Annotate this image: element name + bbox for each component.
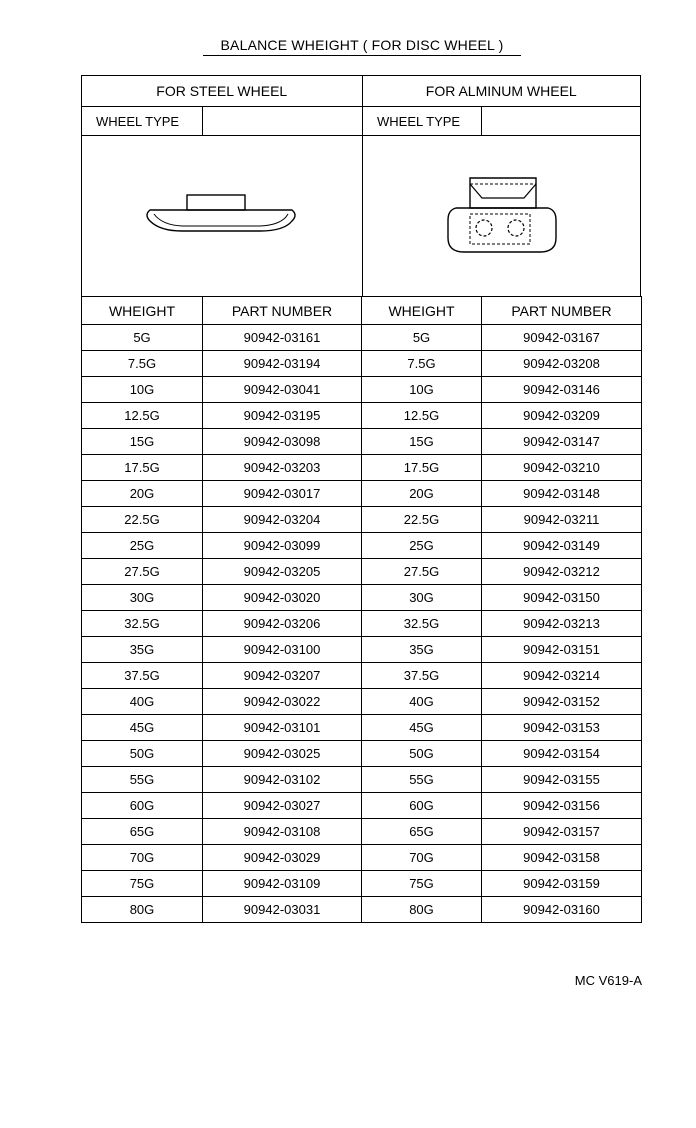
steel-part-number-column-header: PART NUMBER [203,297,362,325]
aluminum-weight-cell: 10G [362,377,482,403]
aluminum-weight-cell: 60G [362,793,482,819]
table-row [82,507,642,533]
table-row [82,377,642,403]
aluminum-weight-cell: 45G [362,715,482,741]
figure-code: MC V619-A [574,973,642,988]
aluminum-weight-cell: 25G [362,533,482,559]
steel-wheel-type-label: WHEEL TYPE [82,107,203,135]
aluminum-weight-cell: 75G [362,871,482,897]
table-row [82,793,642,819]
illustration-row [81,135,641,296]
table-row [82,741,642,767]
aluminum-weight-cell: 15G [362,429,482,455]
table-row [82,403,642,429]
steel-weight-cell: 7.5G [82,351,203,377]
steel-part-number-cell: 90942-03109 [203,871,362,897]
aluminum-weight-cell: 50G [362,741,482,767]
aluminum-weight-cell: 20G [362,481,482,507]
aluminum-weight-cell: 30G [362,585,482,611]
table-row [82,325,642,351]
steel-weight-cell: 60G [82,793,203,819]
steel-part-number-cell: 90942-03098 [203,429,362,455]
wheel-type-row [81,106,641,135]
steel-weight-cell: 40G [82,689,203,715]
steel-weight-cell: 15G [82,429,203,455]
table-row [82,429,642,455]
table-row [82,663,642,689]
aluminum-part-number-cell: 90942-03158 [482,845,642,871]
steel-part-number-cell: 90942-03020 [203,585,362,611]
aluminum-weight-cell: 32.5G [362,611,482,637]
aluminum-part-number-cell: 90942-03148 [482,481,642,507]
table-row [82,481,642,507]
table-body [82,325,642,923]
table-row [82,351,642,377]
steel-part-number-cell: 90942-03207 [203,663,362,689]
table-row [82,845,642,871]
steel-part-number-cell: 90942-03100 [203,637,362,663]
steel-weight-cell: 80G [82,897,203,923]
aluminum-part-number-cell: 90942-03150 [482,585,642,611]
steel-weight-cell: 32.5G [82,611,203,637]
steel-weight-cell: 17.5G [82,455,203,481]
steel-weight-cell: 70G [82,845,203,871]
aluminum-part-number-cell: 90942-03155 [482,767,642,793]
aluminum-weight-cell: 70G [362,845,482,871]
aluminum-weight-cell: 65G [362,819,482,845]
steel-weight-cell: 10G [82,377,203,403]
steel-part-number-cell: 90942-03022 [203,689,362,715]
aluminum-weight-cell: 5G [362,325,482,351]
steel-part-number-cell: 90942-03025 [203,741,362,767]
aluminum-part-number-cell: 90942-03157 [482,819,642,845]
steel-part-number-cell: 90942-03108 [203,819,362,845]
steel-part-number-cell: 90942-03205 [203,559,362,585]
table-row [82,767,642,793]
aluminum-part-number-cell: 90942-03211 [482,507,642,533]
steel-weight-cell: 55G [82,767,203,793]
table-row [82,871,642,897]
page-title: BALANCE WHEIGHT ( FOR DISC WHEEL ) [203,37,521,56]
balance-weight-table-sheet [81,75,641,923]
aluminum-weight-cell: 40G [362,689,482,715]
steel-weight-cell: 20G [82,481,203,507]
steel-weight-cell: 22.5G [82,507,203,533]
table-row [82,637,642,663]
aluminum-part-number-cell: 90942-03146 [482,377,642,403]
aluminum-wheel-header: FOR ALMINUM WHEEL [425,83,577,99]
table-row [82,819,642,845]
steel-part-number-cell: 90942-03204 [203,507,362,533]
aluminum-part-number-cell: 90942-03212 [482,559,642,585]
weight-part-number-table [81,296,642,923]
aluminum-part-number-cell: 90942-03167 [482,325,642,351]
steel-weight-column-header: WHEIGHT [82,297,203,325]
aluminum-weight-cell: 17.5G [362,455,482,481]
steel-wheel-type-value [203,107,363,135]
aluminum-part-number-cell: 90942-03156 [482,793,642,819]
table-row [82,533,642,559]
aluminum-part-number-cell: 90942-03209 [482,403,642,429]
aluminum-part-number-cell: 90942-03152 [482,689,642,715]
steel-weight-cell: 5G [82,325,203,351]
steel-weight-cell: 35G [82,637,203,663]
steel-part-number-cell: 90942-03017 [203,481,362,507]
aluminum-part-number-cell: 90942-03208 [482,351,642,377]
aluminum-weight-cell: 7.5G [362,351,482,377]
steel-weight-illustration [82,136,363,296]
table-row [82,897,642,923]
steel-part-number-cell: 90942-03099 [203,533,362,559]
aluminum-weight-cell: 12.5G [362,403,482,429]
steel-part-number-cell: 90942-03101 [203,715,362,741]
aluminum-part-number-cell: 90942-03149 [482,533,642,559]
steel-part-number-cell: 90942-03027 [203,793,362,819]
table-row [82,585,642,611]
section-header-row [81,75,641,106]
aluminum-wheel-clip-weight-icon [442,174,562,258]
aluminum-part-number-cell: 90942-03153 [482,715,642,741]
steel-weight-cell: 12.5G [82,403,203,429]
steel-wheel-clip-weight-icon [142,191,302,241]
table-row [82,689,642,715]
aluminum-part-number-cell: 90942-03159 [482,871,642,897]
steel-part-number-cell: 90942-03161 [203,325,362,351]
aluminum-weight-cell: 37.5G [362,663,482,689]
aluminum-weight-cell: 35G [362,637,482,663]
aluminum-weight-cell: 22.5G [362,507,482,533]
aluminum-weight-cell: 55G [362,767,482,793]
table-row [82,559,642,585]
steel-weight-cell: 45G [82,715,203,741]
steel-part-number-cell: 90942-03195 [203,403,362,429]
aluminum-wheel-type-value [482,107,640,135]
steel-part-number-cell: 90942-03194 [203,351,362,377]
steel-weight-cell: 65G [82,819,203,845]
aluminum-weight-cell: 27.5G [362,559,482,585]
steel-weight-cell: 30G [82,585,203,611]
steel-part-number-cell: 90942-03031 [203,897,362,923]
aluminum-part-number-cell: 90942-03151 [482,637,642,663]
steel-part-number-cell: 90942-03102 [203,767,362,793]
steel-weight-cell: 50G [82,741,203,767]
steel-part-number-cell: 90942-03029 [203,845,362,871]
aluminum-part-number-column-header: PART NUMBER [482,297,642,325]
aluminum-weight-column-header: WHEIGHT [362,297,482,325]
aluminum-part-number-cell: 90942-03154 [482,741,642,767]
aluminum-part-number-cell: 90942-03210 [482,455,642,481]
steel-wheel-header: FOR STEEL WHEEL [82,76,363,106]
aluminum-part-number-cell: 90942-03213 [482,611,642,637]
aluminum-weight-illustration [363,136,640,296]
aluminum-weight-cell: 80G [362,897,482,923]
aluminum-part-number-cell: 90942-03160 [482,897,642,923]
steel-weight-cell: 75G [82,871,203,897]
table-header-row [82,297,642,325]
table-row [82,715,642,741]
steel-weight-cell: 37.5G [82,663,203,689]
steel-weight-cell: 27.5G [82,559,203,585]
steel-weight-cell: 25G [82,533,203,559]
steel-part-number-cell: 90942-03203 [203,455,362,481]
aluminum-wheel-type-label: WHEEL TYPE [363,107,482,135]
table-row [82,455,642,481]
aluminum-part-number-cell: 90942-03147 [482,429,642,455]
steel-part-number-cell: 90942-03041 [203,377,362,403]
aluminum-part-number-cell: 90942-03214 [482,663,642,689]
steel-part-number-cell: 90942-03206 [203,611,362,637]
table-row [82,611,642,637]
